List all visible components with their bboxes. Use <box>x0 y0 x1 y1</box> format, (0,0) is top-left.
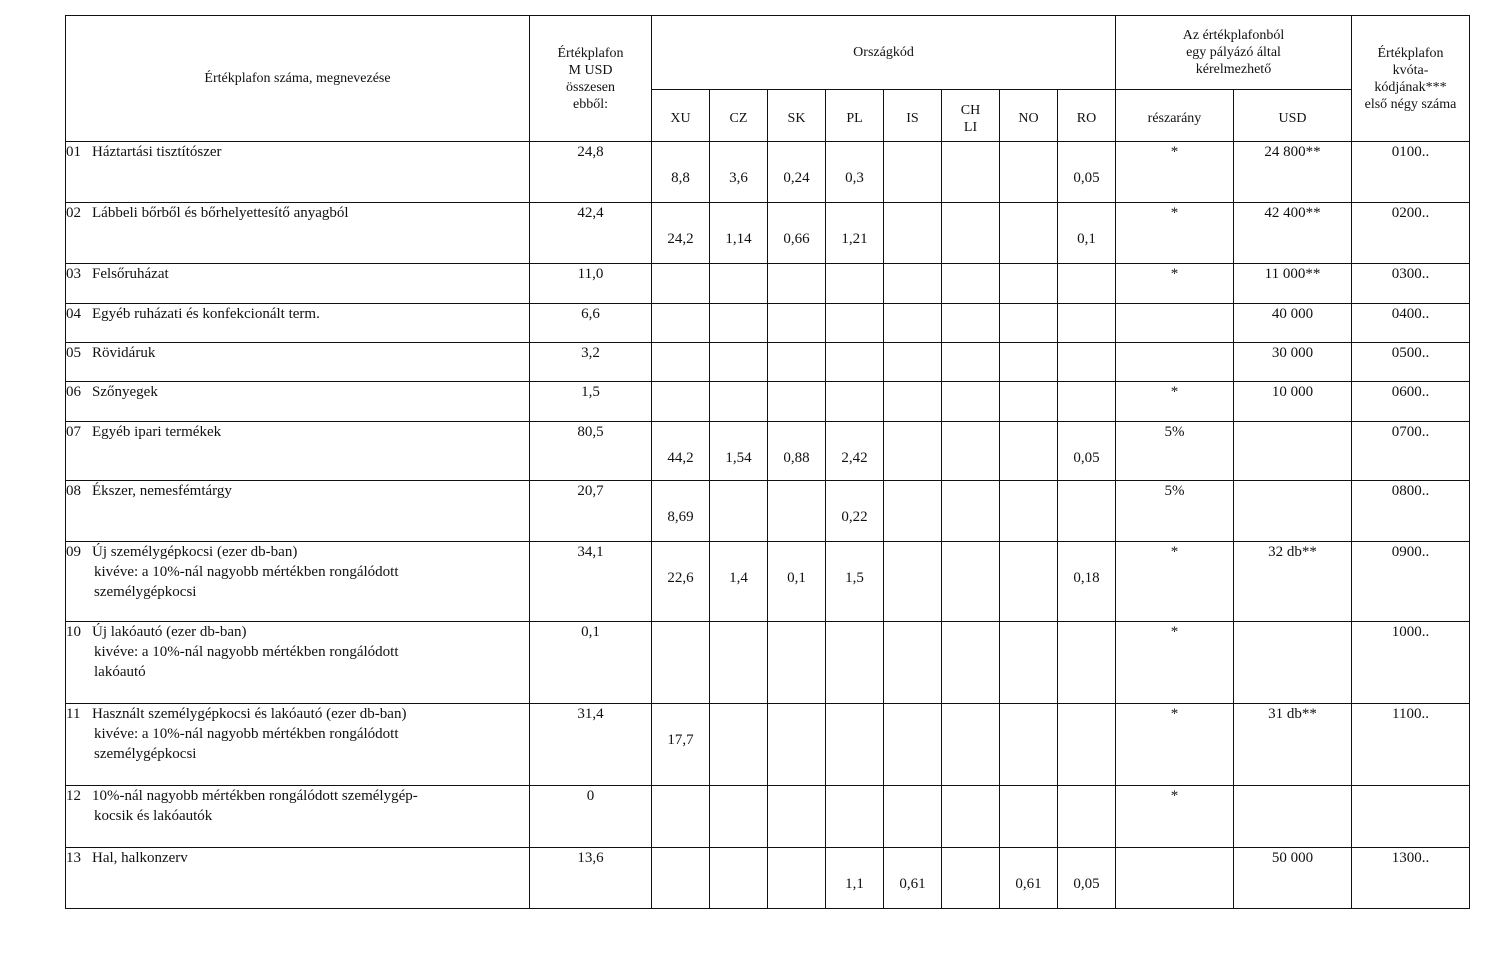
header-country-chli: CH LI <box>942 90 1000 142</box>
country-value-cz <box>710 848 768 909</box>
country-value-xu <box>652 343 710 382</box>
country-value-sk <box>768 264 826 304</box>
table-row <box>66 848 1470 909</box>
row-number: 02 <box>66 205 81 221</box>
row-usd: 30 000 <box>1234 343 1352 382</box>
row-share: * <box>1116 786 1234 848</box>
row-usd <box>1234 622 1352 704</box>
header-country-xu: XU <box>652 90 710 142</box>
country-value-ro: 0,05 <box>1058 142 1116 203</box>
country-value-is <box>884 542 942 622</box>
row-number: 10 <box>66 624 81 640</box>
country-value-ro: 0,05 <box>1058 422 1116 481</box>
row-usd: 42 400** <box>1234 203 1352 264</box>
row-number: 03 <box>66 266 81 282</box>
country-value-ro <box>1058 481 1116 542</box>
row-name: kivéve: a 10%-nál nagyobb mértékben rongálódott <box>94 564 399 580</box>
table-row <box>66 481 1470 542</box>
row-name: 10%-nál nagyobb mértékben rongálódott személygép- <box>92 788 418 804</box>
row-share: * <box>1116 264 1234 304</box>
row-quota-code: 0100.. <box>1352 142 1470 203</box>
country-value-cz <box>710 481 768 542</box>
row-quota-code: 0900.. <box>1352 542 1470 622</box>
row-number: 13 <box>66 850 81 866</box>
row-share: 5% <box>1116 481 1234 542</box>
country-value-ro <box>1058 786 1116 848</box>
row-share: * <box>1116 382 1234 422</box>
row-quota-code: 0200.. <box>1352 203 1470 264</box>
country-value-cz <box>710 264 768 304</box>
country-value-xu: 24,2 <box>652 203 710 264</box>
country-value-no <box>1000 343 1058 382</box>
row-share: * <box>1116 542 1234 622</box>
table-row <box>66 203 1470 264</box>
country-value-chli <box>942 142 1000 203</box>
row-description <box>66 304 530 343</box>
country-value-sk <box>768 786 826 848</box>
country-value-ro <box>1058 704 1116 786</box>
row-total: 6,6 <box>530 304 652 343</box>
row-description <box>66 848 530 909</box>
country-value-no <box>1000 382 1058 422</box>
row-description <box>66 704 530 786</box>
country-value-no <box>1000 304 1058 343</box>
row-description <box>66 422 530 481</box>
country-value-pl: 1,5 <box>826 542 884 622</box>
country-value-sk <box>768 704 826 786</box>
row-quota-code <box>1352 786 1470 848</box>
row-quota-code: 1100.. <box>1352 704 1470 786</box>
row-description <box>66 142 530 203</box>
country-value-cz: 1,4 <box>710 542 768 622</box>
row-name: személygépkocsi <box>94 746 197 762</box>
row-number: 01 <box>66 144 81 160</box>
country-value-pl <box>826 382 884 422</box>
country-value-xu <box>652 848 710 909</box>
country-value-is <box>884 382 942 422</box>
country-value-xu: 44,2 <box>652 422 710 481</box>
country-value-is <box>884 422 942 481</box>
country-value-pl: 2,42 <box>826 422 884 481</box>
country-value-sk <box>768 343 826 382</box>
country-value-chli <box>942 304 1000 343</box>
row-name: Használt személygépkocsi és lakóautó (ezer db-ban) <box>92 706 407 722</box>
row-number: 07 <box>66 424 81 440</box>
row-name: személygépkocsi <box>94 584 197 600</box>
country-value-is <box>884 786 942 848</box>
country-value-ro <box>1058 264 1116 304</box>
row-share: * <box>1116 142 1234 203</box>
country-value-is <box>884 622 942 704</box>
row-share: * <box>1116 704 1234 786</box>
row-name: Rövidáruk <box>92 345 156 361</box>
header-country-sk: SK <box>768 90 826 142</box>
row-name: kivéve: a 10%-nál nagyobb mértékben rongálódott <box>94 726 399 742</box>
country-value-cz <box>710 786 768 848</box>
country-value-pl <box>826 343 884 382</box>
row-usd <box>1234 481 1352 542</box>
row-share: * <box>1116 203 1234 264</box>
row-total: 34,1 <box>530 542 652 622</box>
country-value-pl <box>826 622 884 704</box>
row-name: Egyéb ipari termékek <box>92 424 222 440</box>
country-value-xu <box>652 382 710 422</box>
row-total: 1,5 <box>530 382 652 422</box>
row-quota-code: 0700.. <box>1352 422 1470 481</box>
row-usd <box>1234 422 1352 481</box>
country-value-pl <box>826 264 884 304</box>
country-value-xu: 8,8 <box>652 142 710 203</box>
header-quota-code: Értékplafon kvóta- kódjának*** első négy száma <box>1352 16 1470 142</box>
row-description <box>66 622 530 704</box>
country-value-pl <box>826 304 884 343</box>
country-value-xu: 17,7 <box>652 704 710 786</box>
country-value-cz <box>710 622 768 704</box>
country-value-pl: 0,22 <box>826 481 884 542</box>
country-value-no <box>1000 203 1058 264</box>
country-value-pl <box>826 786 884 848</box>
country-value-is <box>884 142 942 203</box>
row-quota-code: 0400.. <box>1352 304 1470 343</box>
country-value-no <box>1000 264 1058 304</box>
row-usd <box>1234 786 1352 848</box>
country-value-xu <box>652 264 710 304</box>
row-usd: 32 db** <box>1234 542 1352 622</box>
country-value-is <box>884 481 942 542</box>
country-value-chli <box>942 786 1000 848</box>
country-value-chli <box>942 382 1000 422</box>
table-row <box>66 304 1470 343</box>
row-number: 12 <box>66 788 81 804</box>
country-value-pl: 1,21 <box>826 203 884 264</box>
row-name: Felsőruházat <box>92 266 169 282</box>
country-value-ro <box>1058 382 1116 422</box>
header-share: részarány <box>1116 90 1234 142</box>
country-value-no <box>1000 142 1058 203</box>
row-name: Lábbeli bőrből és bőrhelyettesítő anyagból <box>92 205 349 221</box>
country-value-sk <box>768 848 826 909</box>
header-country-pl: PL <box>826 90 884 142</box>
country-value-no <box>1000 622 1058 704</box>
country-value-no <box>1000 542 1058 622</box>
row-usd: 40 000 <box>1234 304 1352 343</box>
row-usd: 31 db** <box>1234 704 1352 786</box>
country-value-pl: 1,1 <box>826 848 884 909</box>
row-description <box>66 343 530 382</box>
country-value-chli <box>942 264 1000 304</box>
row-name: Hal, halkonzerv <box>92 850 188 866</box>
country-value-no <box>1000 422 1058 481</box>
country-value-ro <box>1058 622 1116 704</box>
table-row <box>66 542 1470 622</box>
row-usd: 10 000 <box>1234 382 1352 422</box>
header-description: Értékplafon száma, megnevezése <box>66 16 530 142</box>
country-value-no <box>1000 704 1058 786</box>
country-value-no <box>1000 481 1058 542</box>
table-row <box>66 704 1470 786</box>
row-name: kivéve: a 10%-nál nagyobb mértékben rongálódott <box>94 644 399 660</box>
country-value-is <box>884 304 942 343</box>
header-usd: USD <box>1234 90 1352 142</box>
row-share: 5% <box>1116 422 1234 481</box>
row-total: 0,1 <box>530 622 652 704</box>
header-per-applicant: Az értékplafonból egy pályázó által kérelmezhető <box>1116 16 1352 90</box>
row-quota-code: 0600.. <box>1352 382 1470 422</box>
row-number: 05 <box>66 345 81 361</box>
row-total: 24,8 <box>530 142 652 203</box>
header-country-ro: RO <box>1058 90 1116 142</box>
country-value-sk: 0,88 <box>768 422 826 481</box>
country-value-cz <box>710 704 768 786</box>
country-value-sk <box>768 382 826 422</box>
country-value-is: 0,61 <box>884 848 942 909</box>
row-total: 20,7 <box>530 481 652 542</box>
header-total: Értékplafon M USD összesen ebből: <box>530 16 652 142</box>
row-name: Szőnyegek <box>92 384 158 400</box>
country-value-sk: 0,1 <box>768 542 826 622</box>
country-value-xu <box>652 304 710 343</box>
country-value-chli <box>942 203 1000 264</box>
row-number: 06 <box>66 384 81 400</box>
country-value-cz: 3,6 <box>710 142 768 203</box>
header-country-group: Országkód <box>652 16 1116 90</box>
country-value-ro: 0,18 <box>1058 542 1116 622</box>
country-value-ro <box>1058 304 1116 343</box>
country-value-cz: 1,54 <box>710 422 768 481</box>
country-value-ro: 0,05 <box>1058 848 1116 909</box>
country-value-sk <box>768 622 826 704</box>
row-description <box>66 382 530 422</box>
country-value-sk: 0,24 <box>768 142 826 203</box>
row-name: Egyéb ruházati és konfekcionált term. <box>92 306 320 322</box>
quota-table <box>65 15 1470 909</box>
row-usd: 24 800** <box>1234 142 1352 203</box>
row-share <box>1116 848 1234 909</box>
table-row <box>66 264 1470 304</box>
row-description <box>66 786 530 848</box>
country-value-sk <box>768 481 826 542</box>
row-description <box>66 481 530 542</box>
country-value-cz <box>710 343 768 382</box>
country-value-is <box>884 704 942 786</box>
country-value-pl: 0,3 <box>826 142 884 203</box>
row-number: 08 <box>66 483 81 499</box>
row-total: 31,4 <box>530 704 652 786</box>
header-country-is: IS <box>884 90 942 142</box>
row-quota-code: 0300.. <box>1352 264 1470 304</box>
country-value-chli <box>942 622 1000 704</box>
row-total: 42,4 <box>530 203 652 264</box>
row-usd: 50 000 <box>1234 848 1352 909</box>
row-name: Ékszer, nemesfémtárgy <box>92 483 232 499</box>
row-number: 09 <box>66 544 81 560</box>
country-value-pl <box>826 704 884 786</box>
country-value-xu: 8,69 <box>652 481 710 542</box>
row-name: Új személygépkocsi (ezer db-ban) <box>92 544 298 560</box>
row-quota-code: 0500.. <box>1352 343 1470 382</box>
country-value-xu: 22,6 <box>652 542 710 622</box>
country-value-chli <box>942 422 1000 481</box>
row-name: kocsik és lakóautók <box>94 808 213 824</box>
table-row <box>66 786 1470 848</box>
row-quota-code: 0800.. <box>1352 481 1470 542</box>
row-total: 80,5 <box>530 422 652 481</box>
country-value-is <box>884 264 942 304</box>
row-description <box>66 203 530 264</box>
country-value-chli <box>942 704 1000 786</box>
country-value-chli <box>942 481 1000 542</box>
country-value-is <box>884 343 942 382</box>
row-total: 11,0 <box>530 264 652 304</box>
country-value-no <box>1000 786 1058 848</box>
country-value-xu <box>652 786 710 848</box>
row-name: Új lakóautó (ezer db-ban) <box>92 624 247 640</box>
country-value-cz <box>710 382 768 422</box>
row-share <box>1116 343 1234 382</box>
header-country-no: NO <box>1000 90 1058 142</box>
country-value-is <box>884 203 942 264</box>
row-quota-code: 1300.. <box>1352 848 1470 909</box>
table-header <box>66 16 1470 142</box>
country-value-ro: 0,1 <box>1058 203 1116 264</box>
row-description <box>66 542 530 622</box>
table-row <box>66 622 1470 704</box>
country-value-sk <box>768 304 826 343</box>
row-number: 11 <box>66 706 81 722</box>
country-value-sk: 0,66 <box>768 203 826 264</box>
country-value-cz <box>710 304 768 343</box>
row-share <box>1116 304 1234 343</box>
country-value-ro <box>1058 343 1116 382</box>
country-value-chli <box>942 542 1000 622</box>
table-row <box>66 382 1470 422</box>
table-row <box>66 142 1470 203</box>
row-description <box>66 264 530 304</box>
table-row <box>66 343 1470 382</box>
table-row <box>66 422 1470 481</box>
country-value-no: 0,61 <box>1000 848 1058 909</box>
row-number: 04 <box>66 306 81 322</box>
row-total: 13,6 <box>530 848 652 909</box>
row-usd: 11 000** <box>1234 264 1352 304</box>
row-quota-code: 1000.. <box>1352 622 1470 704</box>
country-value-chli <box>942 343 1000 382</box>
row-total: 0 <box>530 786 652 848</box>
table-body <box>66 142 1470 909</box>
country-value-xu <box>652 622 710 704</box>
row-name: Háztartási tisztítószer <box>92 144 222 160</box>
row-share: * <box>1116 622 1234 704</box>
row-name: lakóautó <box>94 664 146 680</box>
country-value-cz: 1,14 <box>710 203 768 264</box>
header-country-cz: CZ <box>710 90 768 142</box>
row-total: 3,2 <box>530 343 652 382</box>
country-value-chli <box>942 848 1000 909</box>
